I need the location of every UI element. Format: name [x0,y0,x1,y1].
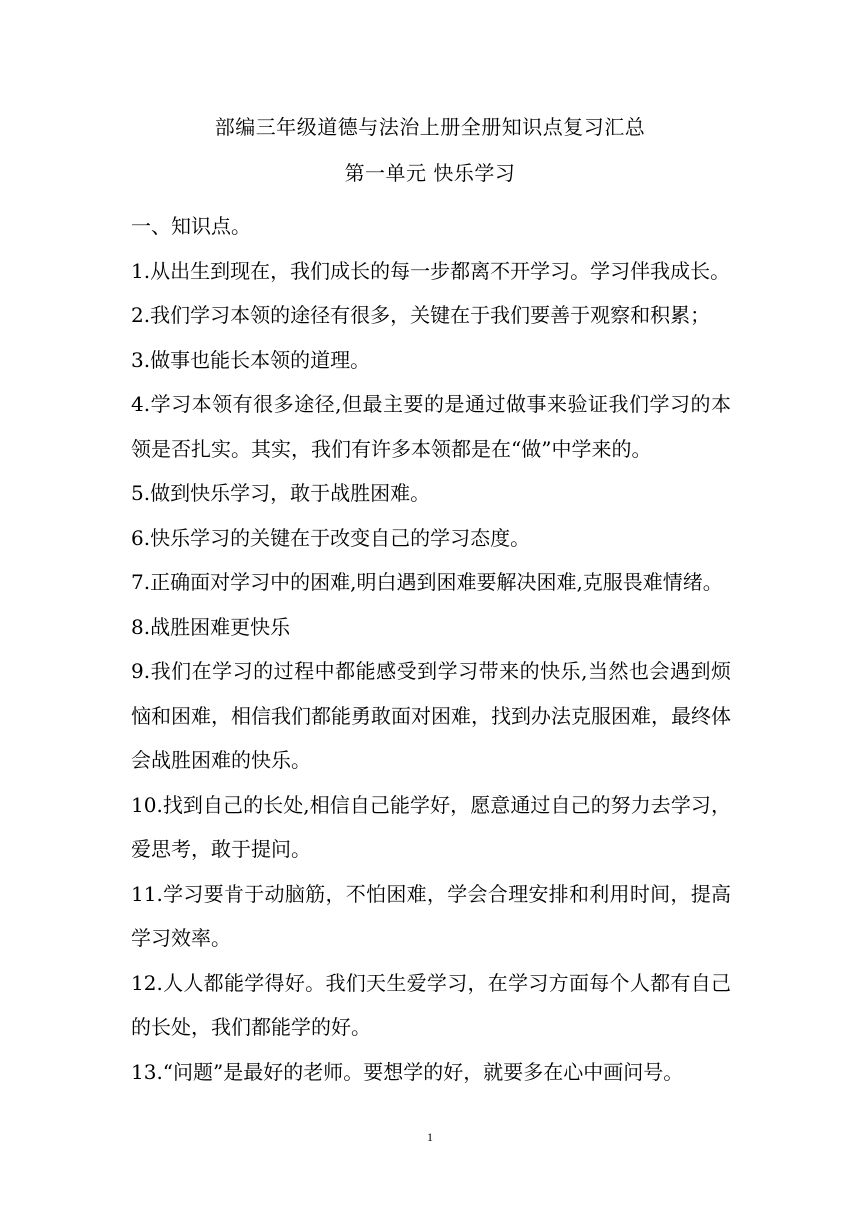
text-line: 3.做事也能长本领的道理。 [131,347,371,372]
text-line: 1.从出生到现在，我们成长的每一步都离不开学习。学习伴我成长。 [131,258,731,283]
text-line: 2.我们学习本领的途径有很多，关键在于我们要善于观察和积累； [131,303,711,327]
text-line: 6.快乐学习的关键在于改变自己的学习态度。 [131,525,531,550]
text-line: 10.找到自己的长处,相信自己能学好，愿意通过自己的努力去学习， [131,792,731,817]
text-line: 5.做到快乐学习，敢于战胜困难。 [131,481,431,505]
document-body [131,204,731,1094]
text-line: 恼和困难，相信我们都能勇敢面对困难，找到办法克服困难，最终体 [131,703,731,728]
unit-title: 第一单元 快乐学习 [344,161,516,185]
text-line: 11.学习要肯于动脑筋，不怕困难，学会合理安排和利用时间，提高 [131,881,731,906]
text-line: 4.学习本领有很多途径,但最主要的是通过做事来验证我们学习的本 [131,392,731,416]
text-line: 8.战胜困难更快乐 [131,614,291,639]
text-line: 爱思考，敢于提问。 [131,837,311,861]
text-line: 13.“问题”是最好的老师。要想学的好，就要多在心中画问号。 [131,1059,684,1084]
text-line: 的长处，我们都能学的好。 [131,1015,371,1039]
text-line: 12.人人都能学得好。我们天生爱学习，在学习方面每个人都有自己 [131,970,731,995]
page-number: 1 [427,1130,433,1144]
text-line: 7.正确面对学习中的困难,明白遇到困难要解决困难,克服畏难情绪。 [131,570,723,594]
text-line: 9.我们在学习的过程中都能感受到学习带来的快乐,当然也会遇到烦 [131,659,731,683]
text-line: 学习效率。 [131,926,231,950]
text-line: 会战胜困难的快乐。 [131,748,311,772]
document-title: 部编三年级道德与法治上册全册知识点复习汇总 [214,115,646,139]
text-line: 领是否扎实。其实，我们有许多本领都是在“做”中学来的。 [131,436,652,461]
section-heading: 一、知识点。 [131,214,251,238]
